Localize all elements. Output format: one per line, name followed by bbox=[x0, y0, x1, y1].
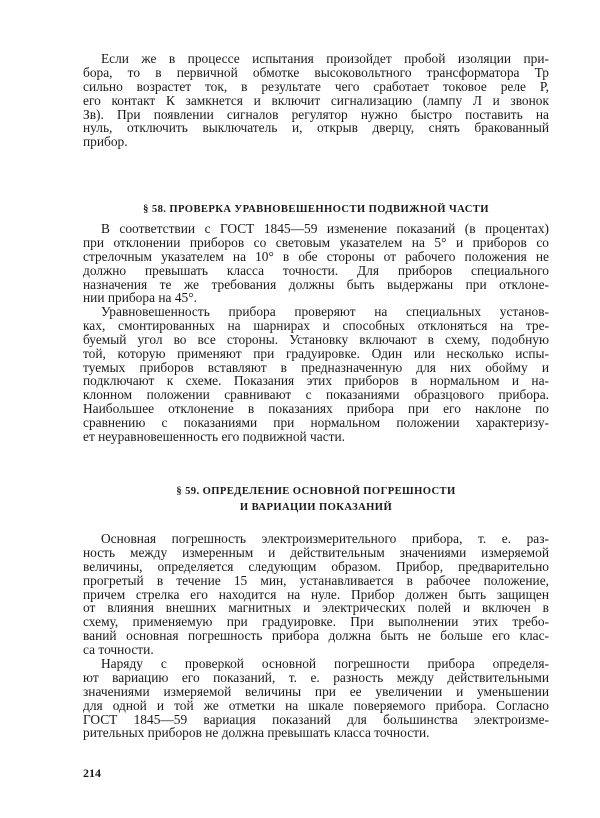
section-58-heading: § 58. ПРОВЕРКА УРАВНОВЕШЕННОСТИ ПОДВИЖНОЙ ЧАСТИ bbox=[143, 204, 489, 215]
text-line: ют вариацию его показаний, т. е. разность между действительными bbox=[83, 669, 549, 685]
text-line: стрелочным указателем на 10° в обе стороны от рабочего положения не bbox=[83, 248, 549, 264]
text-line: причем стрелка его находится на нуле. Прибор должен быть защищен bbox=[83, 586, 549, 602]
text-line: при отклонении приборов со световым указателем на 5° и приборов со bbox=[83, 234, 549, 250]
text-line: Зв). При появлении сигналов регулятор нужно быстро поставить на bbox=[83, 106, 549, 122]
section-58-paragraph-2 bbox=[83, 305, 549, 444]
text-line: ность между измеренным и действительным значениями измеряемой bbox=[83, 544, 549, 560]
text-line: Наряду с проверкой основной погрешности прибора определя- bbox=[101, 656, 549, 671]
text-line: должно превышать класса точности. Для приборов специального bbox=[83, 262, 549, 278]
text-line: от влияния внешних магнитных и электрических полей и включен в bbox=[83, 600, 549, 616]
text-line: нуль, отключить выключатель и, открыв дверцу, снять бракованный bbox=[83, 120, 549, 136]
text-line: значениями измеряемой величины при ее увеличении и уменьшении bbox=[83, 683, 549, 699]
text-line: прогретый в течение 15 мин, устанавливается в рабочее положение, bbox=[83, 572, 549, 588]
text-line: са точности. bbox=[83, 642, 154, 658]
text-line: буемый угол во все стороны. Установку включают в схему, подобную bbox=[83, 331, 549, 347]
text-line: величины, определяется следующим образом. Прибор, предварительно bbox=[83, 558, 549, 574]
text-line: нии прибора на 45°. bbox=[83, 290, 197, 306]
section-58-paragraph-1 bbox=[83, 222, 549, 305]
page-number: 214 bbox=[83, 766, 101, 780]
paragraph-intro bbox=[83, 52, 549, 149]
text-line: Основная погрешность электроизмерительного прибора, т. е. раз- bbox=[101, 531, 549, 546]
text-line: сравнению с показаниями при нормальном положении характеризу- bbox=[83, 415, 549, 431]
text-line: В соответствии с ГОСТ 1845—59 изменение показаний (в процентах) bbox=[101, 221, 549, 236]
text-line: схему, применяемую при градуировке. При выполнении этих требо- bbox=[83, 614, 549, 630]
text-line: назначения те же требования должны быть выдержаны при отклоне- bbox=[83, 276, 549, 292]
text-line: ваний основная погрешность прибора должна быть не больше его клас- bbox=[83, 628, 549, 644]
text-line: прибор. bbox=[83, 134, 128, 150]
text-line: сильно возрастет ток, в результате чего сработает токовое реле Р, bbox=[83, 78, 549, 94]
text-line: бора, то в первичной обмотке высоковольтного трансформатора Тр bbox=[83, 64, 549, 80]
section-59-heading-line-1: § 59. ОПРЕДЕЛЕНИЕ ОСНОВНОЙ ПОГРЕШНОСТИ bbox=[176, 486, 456, 497]
text-line: Наибольшее отклонение в показаниях прибора при его наклоне по bbox=[83, 401, 549, 417]
section-59-heading-line-2: И ВАРИАЦИИ ПОКАЗАНИЙ bbox=[239, 502, 393, 513]
text-line: ет неуравновешенность его подвижной части. bbox=[83, 429, 346, 445]
text-line: для одной и той же отметки на шкале поверяемого прибора. Согласно bbox=[83, 697, 549, 713]
section-59-paragraph-2 bbox=[83, 657, 549, 740]
text-line: ках, смонтированных на шарнирах и способных отклоняться на тре- bbox=[83, 317, 549, 333]
text-line: его контакт К замкнется и включит сигнализацию (лампу Л и звонок bbox=[83, 92, 549, 108]
text-line: подключают к схеме. Показания этих приборов в нормальном и на- bbox=[83, 373, 549, 389]
text-line: той, которую применяют при градуировке. Один или несколько испы- bbox=[83, 345, 549, 361]
text-line: клонном положении сравнивают с показаниями образцового прибора. bbox=[83, 387, 549, 403]
section-59-heading bbox=[83, 484, 549, 516]
text-line: рительных приборов не должна превышать класса точности. bbox=[83, 725, 430, 741]
text-line: Уравновешенность прибора проверяют на специальных установ- bbox=[101, 304, 549, 319]
text-line: Если же в процессе испытания произойдет пробой изоляции при- bbox=[101, 51, 549, 66]
text-line: ГОСТ 1845—59 вариация показаний для большинства электроизме- bbox=[83, 711, 549, 727]
text-line: туемых приборов вставляют в предназначенную для них обойму и bbox=[83, 359, 549, 375]
section-59-paragraph-1 bbox=[83, 532, 549, 657]
